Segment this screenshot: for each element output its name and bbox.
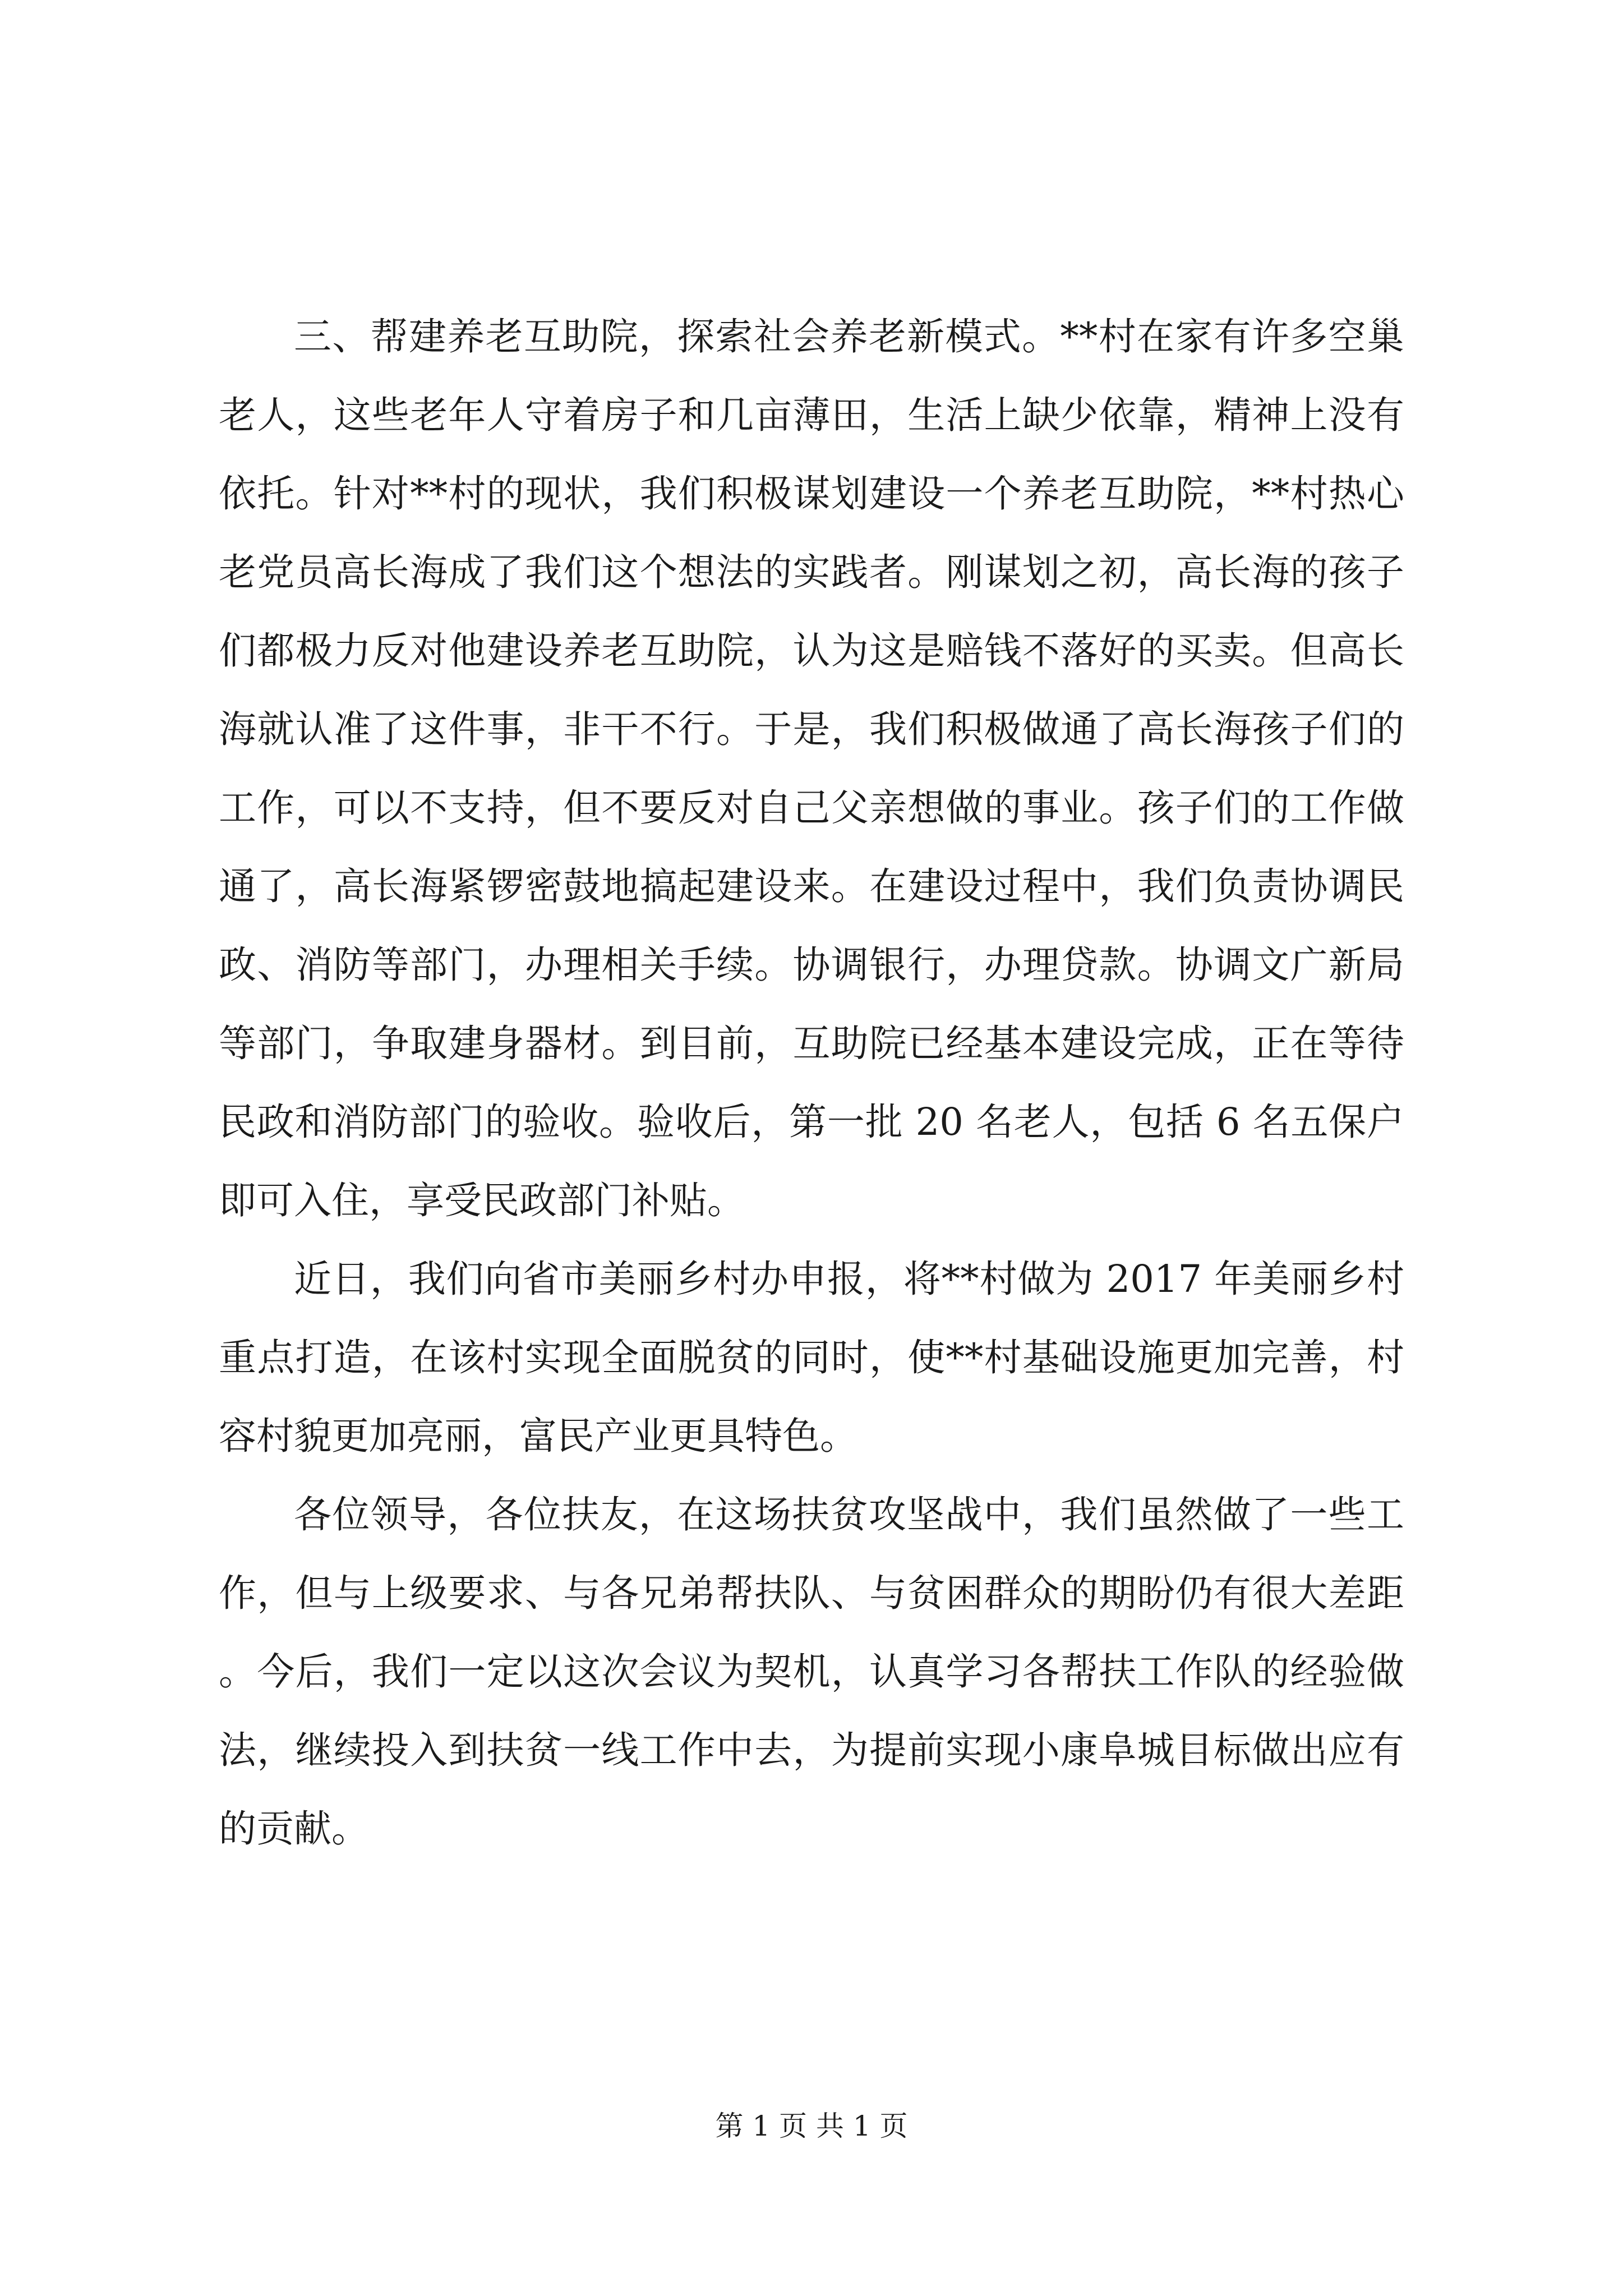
paragraph-2: 近日，我们向省市美丽乡村办申报，将**村做为 2017 年美丽乡村重点打造，在该村实现全面脱贫的同时，使**村基础设施更加完善，村容村貌更加亮丽，富民产业更具特色。 <box>219 1257 1404 1458</box>
paragraph-1: 三、帮建养老互助院，探索社会养老新模式。**村在家有许多空巢老人，这些老年人守着房子和几亩薄田，生活上缺少依靠，精神上没有依托。针对**村的现状，我们积极谋划建设一个养老互助院，**村热心老党员高长海成了我们这个想法的实践者。刚谋划之初，高长海的孩子们都极力反对他建设养老互助院，认为这是赔钱不落好的买卖。但高长海就认准了这件事，非干不行。于是，我们积极做通了高长海孩子们的工作，可以不支持，但不要反对自己父亲想做的事业。孩子们的工作做通了，高长海紧锣密鼓地搞起建设来。在建设过程中，我们负责协调民政、消防等部门，办理相关手续。协调银行，办理贷款。协调文广新局等部门，争取建身器材。到目前，互助院已经基本建设完成，正在等待民政和消防部门的验收。验收后，第一批 20 名老人，包括 6 名五保户即可入住，享受民政部门补贴。 <box>219 315 1404 1222</box>
document-body <box>219 297 1404 1868</box>
page-footer: 第 1 页 共 1 页 <box>715 2110 908 2142</box>
paragraph-3: 各位领导，各位扶友，在这场扶贫攻坚战中，我们虽然做了一些工作，但与上级要求、与各兄弟帮扶队、与贫困群众的期盼仍有很大差距。今后，我们一定以这次会议为契机，认真学习各帮扶工作队的经验做法，继续投入到扶贫一线工作中去，为提前实现小康阜城目标做出应有的贡献。 <box>219 1493 1404 1851</box>
